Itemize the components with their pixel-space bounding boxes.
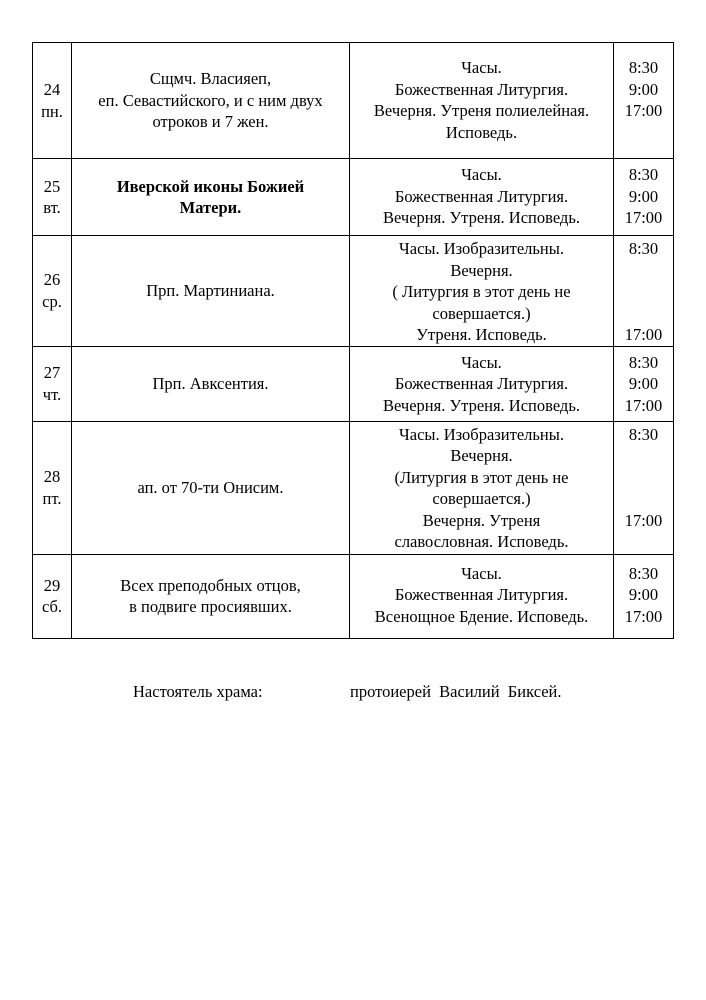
- time-value: 17:00: [624, 395, 663, 415]
- day-number: 26: [43, 270, 61, 290]
- service-line: Вечерня. Утреня: [422, 510, 541, 530]
- service-line: ( Литургия в этот день не: [392, 282, 571, 301]
- time-value: 9:00: [628, 374, 659, 393]
- time-value: 17:00: [624, 208, 663, 227]
- service-line: славословная. Исповедь.: [394, 532, 569, 551]
- table-row: [33, 421, 674, 554]
- service-line: Вечерня.: [450, 260, 513, 280]
- schedule-table: [32, 42, 674, 639]
- feast-line: Всех преподобных отцов,: [120, 575, 301, 595]
- service-line: Часы. Изобразительны.: [399, 239, 564, 258]
- time-value: 17:00: [624, 325, 663, 344]
- service-line: Часы.: [461, 563, 502, 583]
- time-value: 17:00: [624, 606, 663, 626]
- feast-line: Сщмч. Власияеп,: [149, 69, 272, 89]
- time-value: 8:30: [628, 352, 659, 372]
- feast-cell: [72, 421, 350, 554]
- service-line: Часы.: [461, 352, 502, 372]
- service-line: Вечерня. Утреня. Исповедь.: [383, 395, 580, 415]
- date-cell: [33, 554, 72, 638]
- service-line: Часы.: [461, 165, 502, 184]
- time-value: 17:00: [624, 510, 663, 530]
- time-value: 9:00: [628, 79, 659, 99]
- service-line: Вечерня.: [450, 446, 513, 465]
- service-line: (Литургия в этот день не: [394, 467, 569, 487]
- table-row: [33, 43, 674, 159]
- feast-line: Иверской иконы Божией: [116, 176, 305, 196]
- service-line: Вечерня. Утреня полиелейная.: [373, 101, 590, 120]
- services-cell: [350, 236, 614, 347]
- service-line: Всенощное Бдение. Исповедь.: [374, 606, 589, 626]
- feast-cell: [72, 43, 350, 159]
- time-value: 8:30: [628, 58, 659, 77]
- times-cell: [614, 159, 674, 236]
- table-row: [33, 159, 674, 236]
- services-cell: [350, 43, 614, 159]
- rector-name: протоиерей Василий Биксей.: [350, 682, 562, 701]
- services-cell: [350, 554, 614, 638]
- day-number: 27: [43, 363, 61, 382]
- day-number: 28: [43, 467, 61, 486]
- table-row: [33, 346, 674, 421]
- feast-line: Матери.: [179, 198, 242, 217]
- times-cell: [614, 346, 674, 421]
- weekday: ср.: [42, 291, 62, 311]
- service-line: Божественная Литургия.: [394, 374, 569, 393]
- service-line: Часы. Изобразительны.: [399, 424, 564, 444]
- feast-cell: [72, 346, 350, 421]
- time-value: 8:30: [628, 165, 659, 184]
- date-cell: [33, 43, 72, 159]
- feast-line: отроков и 7 жен.: [152, 112, 269, 132]
- times-cell: [614, 421, 674, 554]
- time-value: 9:00: [628, 585, 659, 604]
- weekday: пн.: [41, 101, 63, 121]
- services-cell: [350, 159, 614, 236]
- times-cell: [614, 43, 674, 159]
- date-cell: [33, 159, 72, 236]
- time-value: 8:30: [628, 563, 659, 583]
- feast-line: Прп. Авксентия.: [152, 373, 269, 393]
- times-cell: [614, 236, 674, 347]
- weekday: сб.: [41, 597, 63, 616]
- weekday: пт.: [42, 488, 62, 508]
- time-value: 9:00: [628, 186, 659, 206]
- service-line: Божественная Литургия.: [394, 79, 569, 99]
- time-value: 8:30: [628, 424, 659, 444]
- times-cell: [614, 554, 674, 638]
- day-number: 25: [43, 176, 61, 196]
- day-number: 29: [43, 575, 61, 595]
- services-cell: [350, 421, 614, 554]
- feast-cell: [72, 554, 350, 638]
- time-value: 8:30: [628, 239, 659, 258]
- service-line: Исповедь.: [445, 122, 518, 142]
- weekday: вт.: [43, 198, 61, 217]
- service-line: Вечерня. Утреня. Исповедь.: [383, 208, 580, 227]
- weekday: чт.: [42, 384, 62, 404]
- feast-cell: [72, 236, 350, 347]
- service-line: Утреня. Исповедь.: [416, 325, 547, 344]
- time-value: 17:00: [624, 101, 663, 120]
- service-line: Часы.: [461, 58, 502, 77]
- service-line: Божественная Литургия.: [394, 186, 569, 206]
- date-cell: [33, 346, 72, 421]
- date-cell: [33, 421, 72, 554]
- service-line: Божественная Литургия.: [394, 585, 569, 604]
- feast-line: Прп. Мартиниана.: [146, 281, 275, 300]
- service-line: совершается.): [432, 489, 531, 508]
- feast-line: ап. от 70-ти Онисим.: [137, 477, 284, 497]
- date-cell: [33, 236, 72, 347]
- service-line: совершается.): [432, 303, 531, 323]
- day-number: 24: [43, 80, 61, 99]
- feast-line: в подвиге просиявших.: [129, 597, 292, 616]
- rector-label: Настоятель храма:: [133, 682, 263, 701]
- services-cell: [350, 346, 614, 421]
- feast-line: еп. Севастийского, и с ним двух: [98, 90, 323, 110]
- table-row: [33, 554, 674, 638]
- table-row: [33, 236, 674, 347]
- feast-cell: [72, 159, 350, 236]
